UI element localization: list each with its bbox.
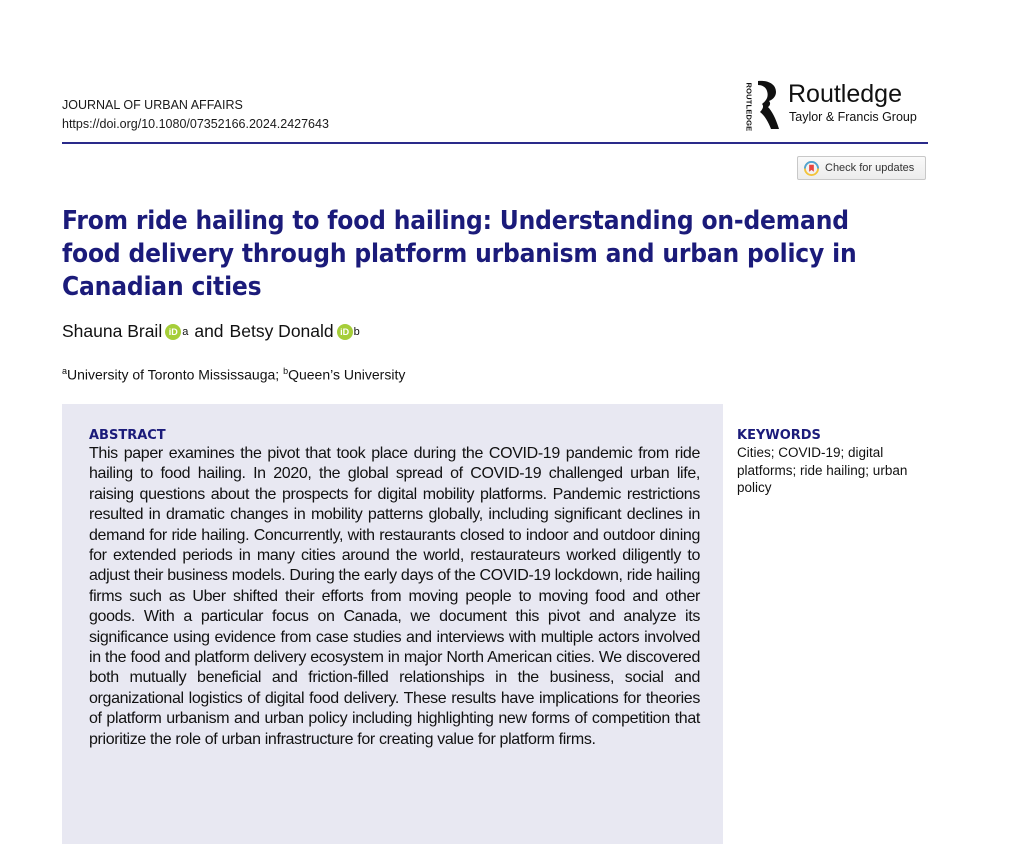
orcid-icon[interactable]: iD — [165, 324, 181, 340]
journal-header — [62, 96, 329, 134]
author-name[interactable]: Betsy Donald — [229, 321, 334, 341]
publisher-name: Routledge — [788, 80, 902, 108]
header-divider — [62, 142, 928, 144]
affiliation-mark: b — [353, 325, 360, 338]
affiliation-mark: a — [62, 366, 68, 376]
affiliation-mark: a — [182, 325, 189, 338]
orcid-icon[interactable]: iD — [337, 324, 353, 340]
affiliation-name: Queen’s University — [288, 366, 406, 383]
abstract-text: This paper examines the pivot that took place during the COVID-19 pandemic from ride hailing to food hailing. In 2020, the global spread of COVID-19 challenged urban life, raising questions about the prospects for digital mobility platforms. Pandemic restrictions resulted in dramatic changes in mobility patterns globally, including significant declines in demand for ride hailing. Concurrently, with restaurants closed to indoor and outdoor dining for extended periods in many cities around the world, restaurateurs worked diligently to adjust their business models. During the early days of the COVID-19 lockdown, ride hailing firms such as Uber shifted their efforts from moving people to moving food and other goods. With a particular focus on Canada, we document this pivot and analyze its significance using evidence from case studies and interviews with multiple actors involved in the food and platform delivery ecosystem in major North American cities. We discovered both mutually beneficial and friction-filled relationships in the business, social and organizational logistics of digital food delivery. These results have implications for theories of platform urbanism and urban policy including highlighting new forms of competition that prioritize the role of urban infrastructure for creating value for platform firms. — [89, 445, 700, 748]
crossmark-icon — [804, 161, 819, 176]
journal-name: JOURNAL OF URBAN AFFAIRS — [62, 98, 243, 112]
abstract-heading: ABSTRACT — [89, 428, 166, 443]
publisher-group: Taylor & Francis Group — [789, 110, 917, 124]
doi-link[interactable]: https://doi.org/10.1080/07352166.2024.2427643 — [62, 117, 329, 131]
affiliation-name: University of Toronto Mississauga; — [67, 366, 280, 383]
affiliation-mark: b — [283, 366, 289, 376]
check-for-updates-label: Check for updates — [825, 162, 915, 174]
routledge-profile-logo-icon — [754, 79, 780, 131]
keywords-heading: KEYWORDS — [737, 428, 821, 443]
publisher-logo — [743, 79, 933, 131]
article-title: From ride hailing to food hailing: Understanding on-demand food delivery through platform urbanism and urban policy in Canadian cities — [62, 206, 857, 302]
check-for-updates-button[interactable] — [797, 156, 926, 180]
keywords-text: Cities; COVID-19; digital platforms; ride hailing; urban policy — [737, 445, 908, 495]
publisher-vertical-label: ROUTLEDGE — [744, 82, 754, 132]
author-name[interactable]: Shauna Brail — [62, 321, 163, 341]
author-joiner: and — [194, 321, 224, 341]
author-list — [62, 321, 360, 342]
affiliations — [62, 366, 405, 383]
